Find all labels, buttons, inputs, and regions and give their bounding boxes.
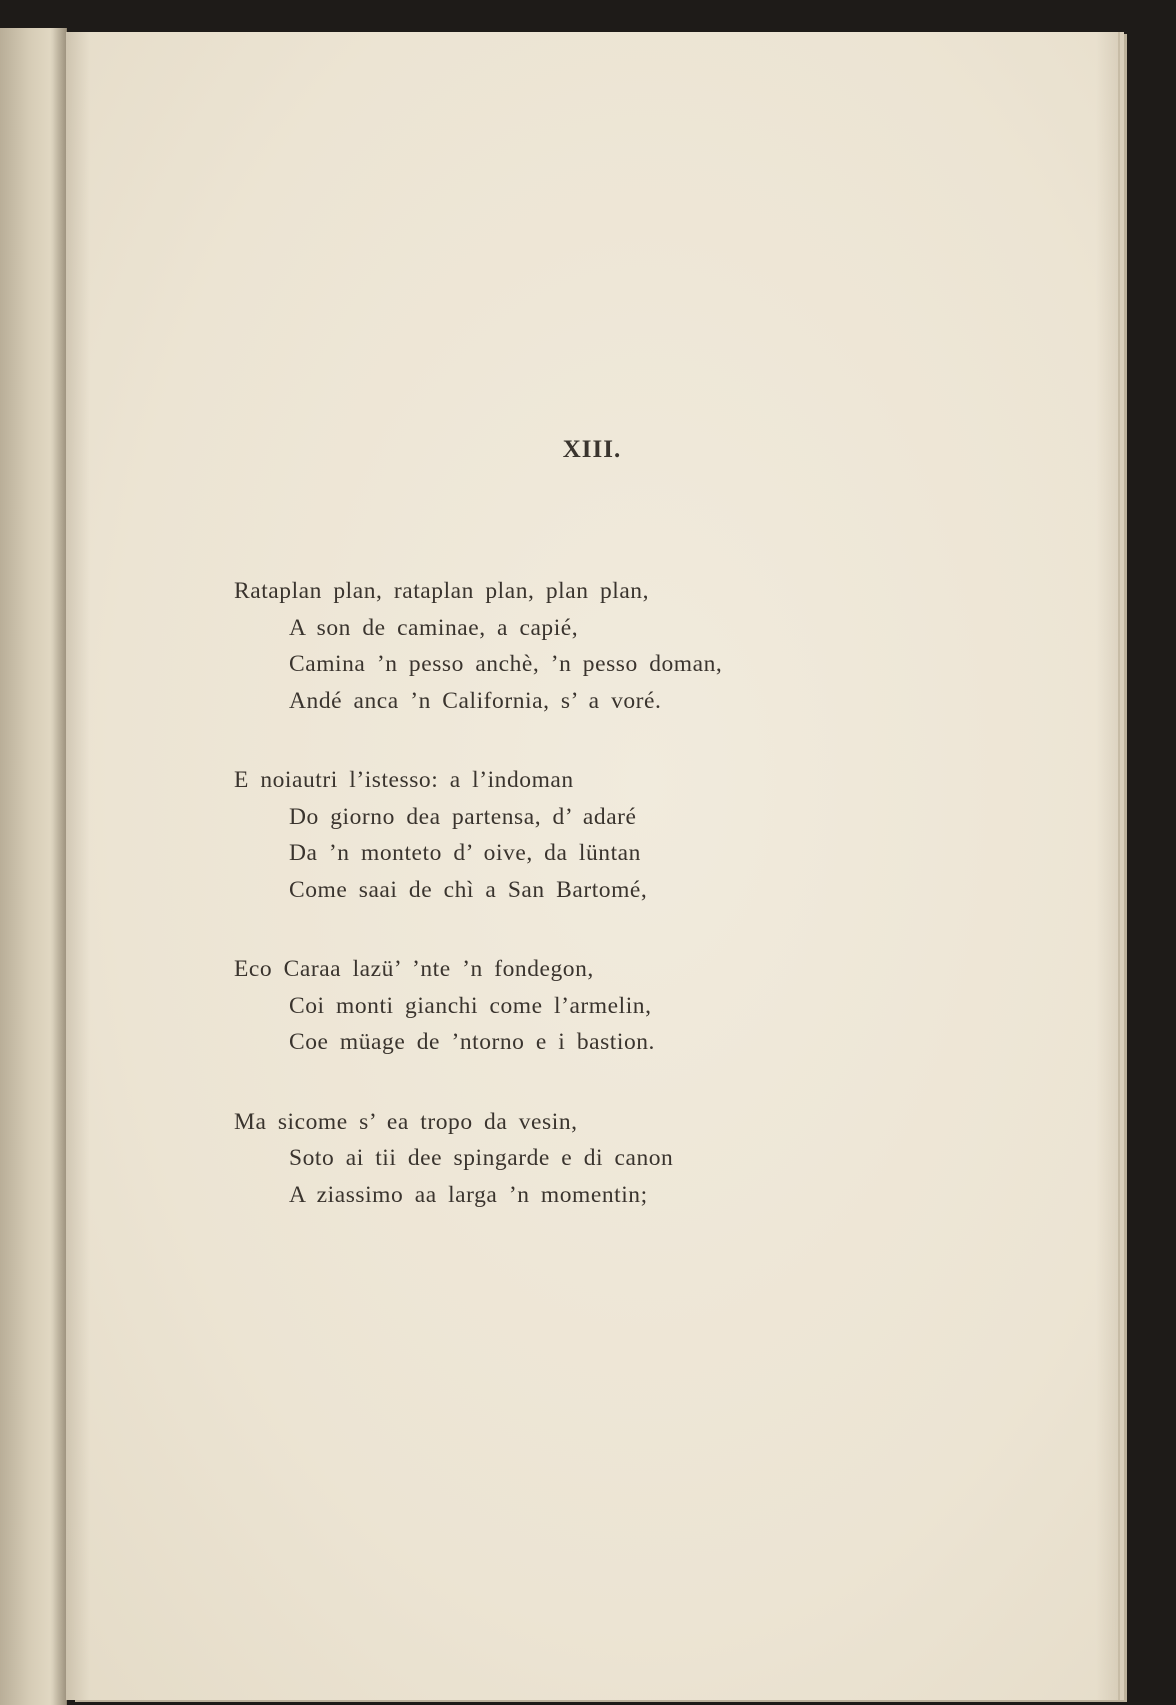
stanza	[234, 762, 1034, 908]
poem-line: Andé anca ’n California, s’ a voré.	[289, 687, 662, 714]
poem-line: Coi monti gianchi come l’armelin,	[289, 992, 652, 1019]
stanza	[234, 951, 1034, 1061]
poem-line: Coe müage de ’ntorno e i bastion.	[289, 1029, 655, 1055]
page-fore-edge	[1096, 32, 1118, 1700]
poem-line: A ziassimo aa larga ’n momentin;	[289, 1181, 648, 1208]
poem-line: Da ’n monteto d’ oive, da lüntan	[289, 840, 641, 866]
poem-line: Camina ’n pesso anchè, ’n pesso doman,	[289, 651, 723, 677]
binding-shadow	[50, 28, 66, 1705]
book-page	[66, 32, 1118, 1700]
previous-page-edge	[0, 28, 67, 1705]
poem-line: Do giorno dea partensa, d’ adaré	[289, 803, 637, 830]
poem-line: Ma sicome s’ ea tropo da vesin,	[234, 1108, 578, 1135]
stanza	[234, 1104, 1034, 1214]
poem-number-heading: XIII.	[562, 436, 622, 463]
poem-line: Eco Caraa lazü’ ’nte ’n fondegon,	[234, 956, 594, 982]
poem-line: Soto ai tii dee spingarde e di canon	[289, 1145, 674, 1171]
poem-line: E noiautri l’istesso: a l’indoman	[234, 767, 574, 793]
poem-line: Rataplan plan, rataplan plan, plan plan,	[234, 578, 650, 604]
poem-line: A son de caminae, a capié,	[289, 614, 579, 641]
poem-body	[234, 573, 1034, 1256]
page-gutter	[66, 32, 90, 1700]
poem-line: Come saai de chì a San Bartomé,	[289, 876, 648, 903]
stanza	[234, 573, 1034, 719]
